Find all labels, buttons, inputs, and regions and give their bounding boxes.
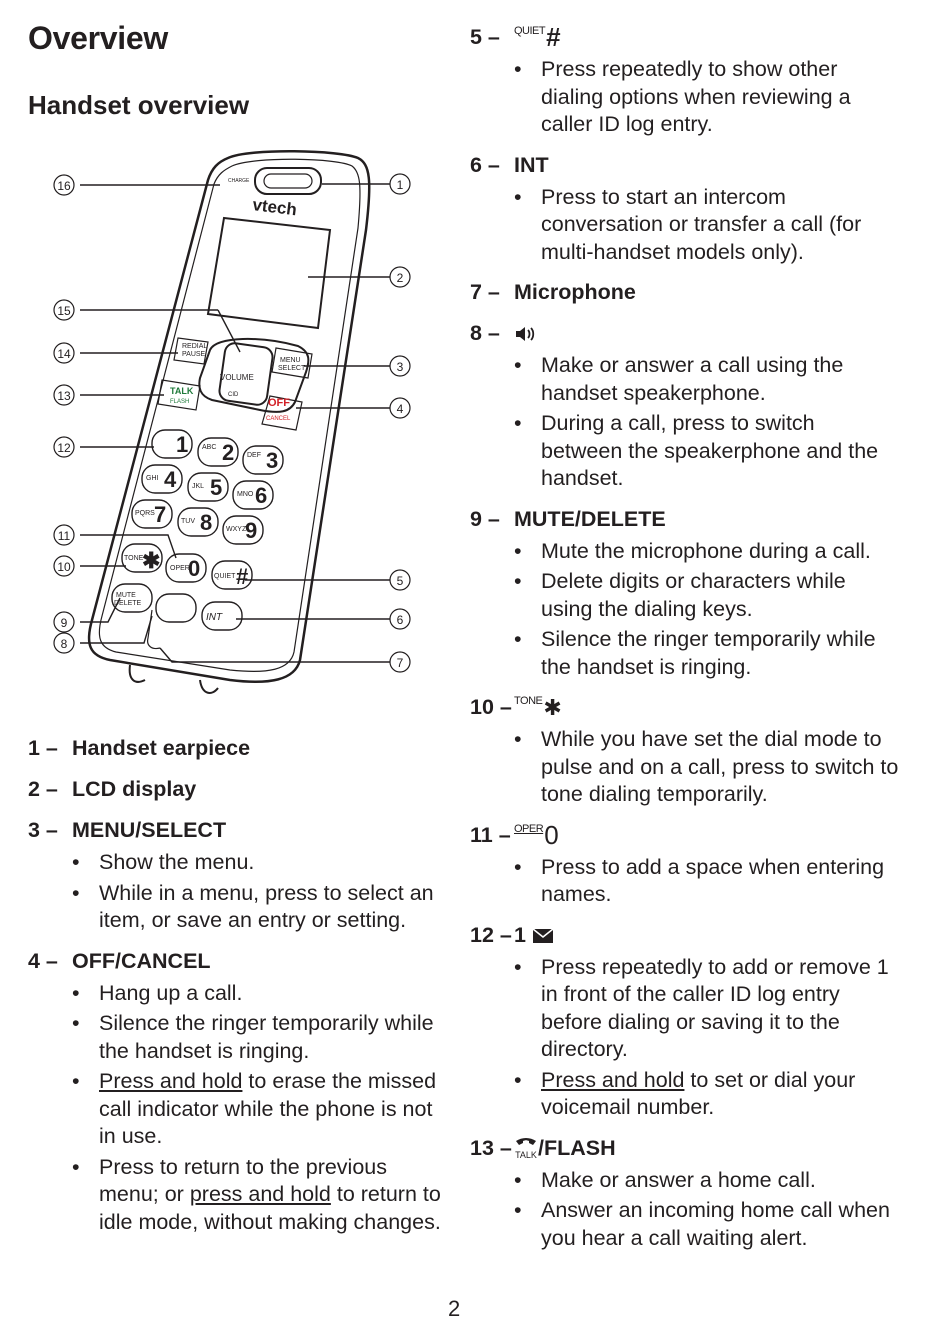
- handset-diagram: [40, 140, 430, 710]
- lcd-screen: [208, 218, 330, 328]
- svg-text:TONE: TONE: [124, 555, 144, 562]
- item-2: 2 – LCD display: [28, 776, 448, 804]
- bullet: • Press and hold to erase the missed call indicator while the phone is not in use.: [28, 1068, 448, 1151]
- svg-text:MUTE: MUTE: [116, 592, 136, 599]
- svg-text:OFF: OFF: [268, 397, 290, 409]
- svg-text:2: 2: [222, 440, 235, 465]
- svg-text:4: 4: [164, 467, 177, 492]
- bullet: • Mute the microphone during a call.: [470, 538, 900, 566]
- svg-text:16: 16: [57, 179, 71, 193]
- svg-text:8: 8: [60, 637, 68, 651]
- bullet: • Make or answer a home call.: [470, 1167, 900, 1195]
- svg-text:GHI: GHI: [146, 475, 159, 482]
- item-8: 8 – • Make or answer a call using the handset speakerphone. • During a call, press to switch between the speakerphone and the handset.: [470, 320, 900, 493]
- svg-text:0: 0: [188, 556, 201, 581]
- bullet: • Show the menu.: [28, 849, 448, 877]
- item-title: LCD display: [72, 777, 197, 802]
- svg-text:3: 3: [396, 360, 404, 374]
- right-column: [470, 24, 900, 1265]
- svg-text:10: 10: [57, 560, 71, 574]
- earpiece: [255, 168, 321, 194]
- bullet: • Answer an incoming home call when you hear a call waiting alert.: [470, 1197, 900, 1252]
- svg-text:7: 7: [154, 502, 167, 527]
- svg-text:1: 1: [176, 432, 189, 457]
- svg-text:SELECT: SELECT: [278, 365, 306, 372]
- page-title: Overview: [28, 20, 168, 56]
- svg-text:12: 12: [57, 441, 71, 455]
- svg-text:INT: INT: [206, 612, 223, 623]
- bullet: • Silence the ringer temporarily while the handset is ringing.: [28, 1010, 448, 1065]
- svg-text:6: 6: [255, 483, 268, 508]
- svg-text:CHARGE: CHARGE: [228, 178, 250, 184]
- item-7: 7 – Microphone: [470, 280, 636, 305]
- bullet: • During a call, press to switch between the speakerphone and the handset.: [470, 410, 900, 493]
- svg-text:CANCEL: CANCEL: [266, 416, 291, 422]
- svg-text:VOLUME: VOLUME: [220, 373, 254, 382]
- item-5: 5 – QUIET # • Press repeatedly to show other dialing options when reviewing a caller ID log entry.: [470, 24, 900, 139]
- bullet: • Hang up a call.: [28, 980, 448, 1008]
- brand-logo: vtech: [251, 195, 298, 220]
- svg-text:MNO: MNO: [237, 491, 254, 498]
- svg-text:WXYZ: WXYZ: [226, 526, 247, 533]
- svg-text:#: #: [236, 564, 249, 589]
- item-11: 11 – OPER 0 • Press to add a space when entering names.: [470, 822, 900, 909]
- page-number: 2: [448, 1296, 461, 1321]
- svg-text:DELETE: DELETE: [114, 600, 142, 607]
- svg-text:TUV: TUV: [181, 518, 195, 525]
- svg-text:QUIET: QUIET: [214, 573, 236, 580]
- left-column: [28, 735, 448, 1249]
- envelope-icon: [532, 928, 554, 944]
- svg-text:REDIAL: REDIAL: [182, 343, 208, 350]
- svg-text:OPER: OPER: [170, 565, 190, 572]
- talk-icon: [514, 1138, 538, 1150]
- item-title: Handset earpiece: [72, 736, 251, 761]
- item-3: 3 – MENU/SELECT • Show the menu. • While in a menu, press to select an item, or save an entry or setting.: [28, 817, 448, 935]
- svg-text:15: 15: [57, 304, 71, 318]
- svg-text:8: 8: [200, 510, 213, 535]
- svg-text:TALK: TALK: [170, 386, 194, 396]
- svg-text:3: 3: [266, 448, 279, 473]
- bullet: • Press to add a space when entering names.: [470, 854, 900, 909]
- bullet: • Silence the ringer temporarily while the handset is ringing.: [470, 626, 900, 681]
- svg-text:9: 9: [245, 518, 258, 543]
- item-title: MENU/SELECT: [72, 818, 227, 843]
- svg-text:FLASH: FLASH: [170, 399, 190, 405]
- svg-text:DEF: DEF: [247, 452, 261, 459]
- section-title: Handset overview: [28, 90, 250, 120]
- svg-text:5: 5: [210, 475, 223, 500]
- svg-text:11: 11: [57, 529, 71, 543]
- bullet: • Press to return to the previous menu; or press and hold to return to idle mode, without making changes.: [28, 1154, 448, 1237]
- bullet: • Press repeatedly to add or remove 1 in front of the caller ID log entry before dialing or saving it to the directory.: [470, 954, 900, 1064]
- svg-text:14: 14: [57, 347, 71, 361]
- svg-text:PAUSE: PAUSE: [182, 351, 206, 358]
- svg-text:JKL: JKL: [192, 483, 205, 490]
- item-10: 10 – TONE ✱ • While you have set the dial mode to pulse and on a call, press to switch to tone dialing temporarily.: [470, 694, 900, 809]
- item-1: 1 – Handset earpiece: [28, 735, 448, 763]
- item-6: 6 – INT • Press to start an intercom conversation or transfer a call (for multi-handset models only).: [470, 152, 900, 267]
- svg-text:2: 2: [396, 271, 404, 285]
- bullet: • Delete digits or characters while using the dialing keys.: [470, 568, 900, 623]
- svg-text:✱: ✱: [142, 548, 161, 573]
- svg-text:CID: CID: [228, 392, 239, 398]
- svg-text:PQRS: PQRS: [135, 510, 155, 517]
- svg-text:4: 4: [396, 402, 404, 416]
- svg-text:ABC: ABC: [202, 444, 217, 451]
- item-title: OFF/CANCEL: [72, 948, 211, 973]
- svg-text:1: 1: [396, 178, 404, 192]
- svg-text:9: 9: [60, 616, 68, 630]
- bullet: • Press and hold to set or dial your voicemail number.: [470, 1067, 900, 1122]
- bullet: • Press repeatedly to show other dialing options when reviewing a caller ID log entry.: [470, 56, 900, 139]
- svg-text:6: 6: [396, 613, 404, 627]
- svg-text:7: 7: [396, 656, 404, 670]
- svg-text:13: 13: [57, 389, 71, 403]
- bullet: • While you have set the dial mode to pulse and on a call, press to switch to tone dialing temporarily.: [470, 726, 900, 809]
- svg-text:MENU: MENU: [280, 357, 301, 364]
- item-9: 9 – MUTE/DELETE • Mute the microphone during a call. • Delete digits or characters while using the dialing keys. • Silence the ringer temporarily while the handset is ringing.: [470, 506, 900, 682]
- speaker-icon: [514, 325, 536, 343]
- item-12: 12 – 1 • Press repeatedly to add or remove 1 in front of the caller ID log entry before dialing or saving it to the directory. • Press and hold to set or dial your voicemail number.: [470, 922, 900, 1122]
- bullet: • Make or answer a call using the handset speakerphone.: [470, 352, 900, 407]
- item-4: 4 – OFF/CANCEL • Hang up a call. • Silence the ringer temporarily while the handset is ringing. • Press and hold to erase the missed call indicator while the phone is not in use. • Press to return to the previous menu; or press and hold to return to idle mode, without making changes.: [28, 948, 448, 1237]
- svg-text:5: 5: [396, 574, 404, 588]
- item-13: 13 – TALK /FLASH • Make or answer a home call. • Answer an incoming home call when you hear a call waiting alert.: [470, 1135, 900, 1253]
- bullet: • Press to start an intercom conversation or transfer a call (for multi-handset models only).: [470, 184, 900, 267]
- bullet: • While in a menu, press to select an item, or save an entry or setting.: [28, 880, 448, 935]
